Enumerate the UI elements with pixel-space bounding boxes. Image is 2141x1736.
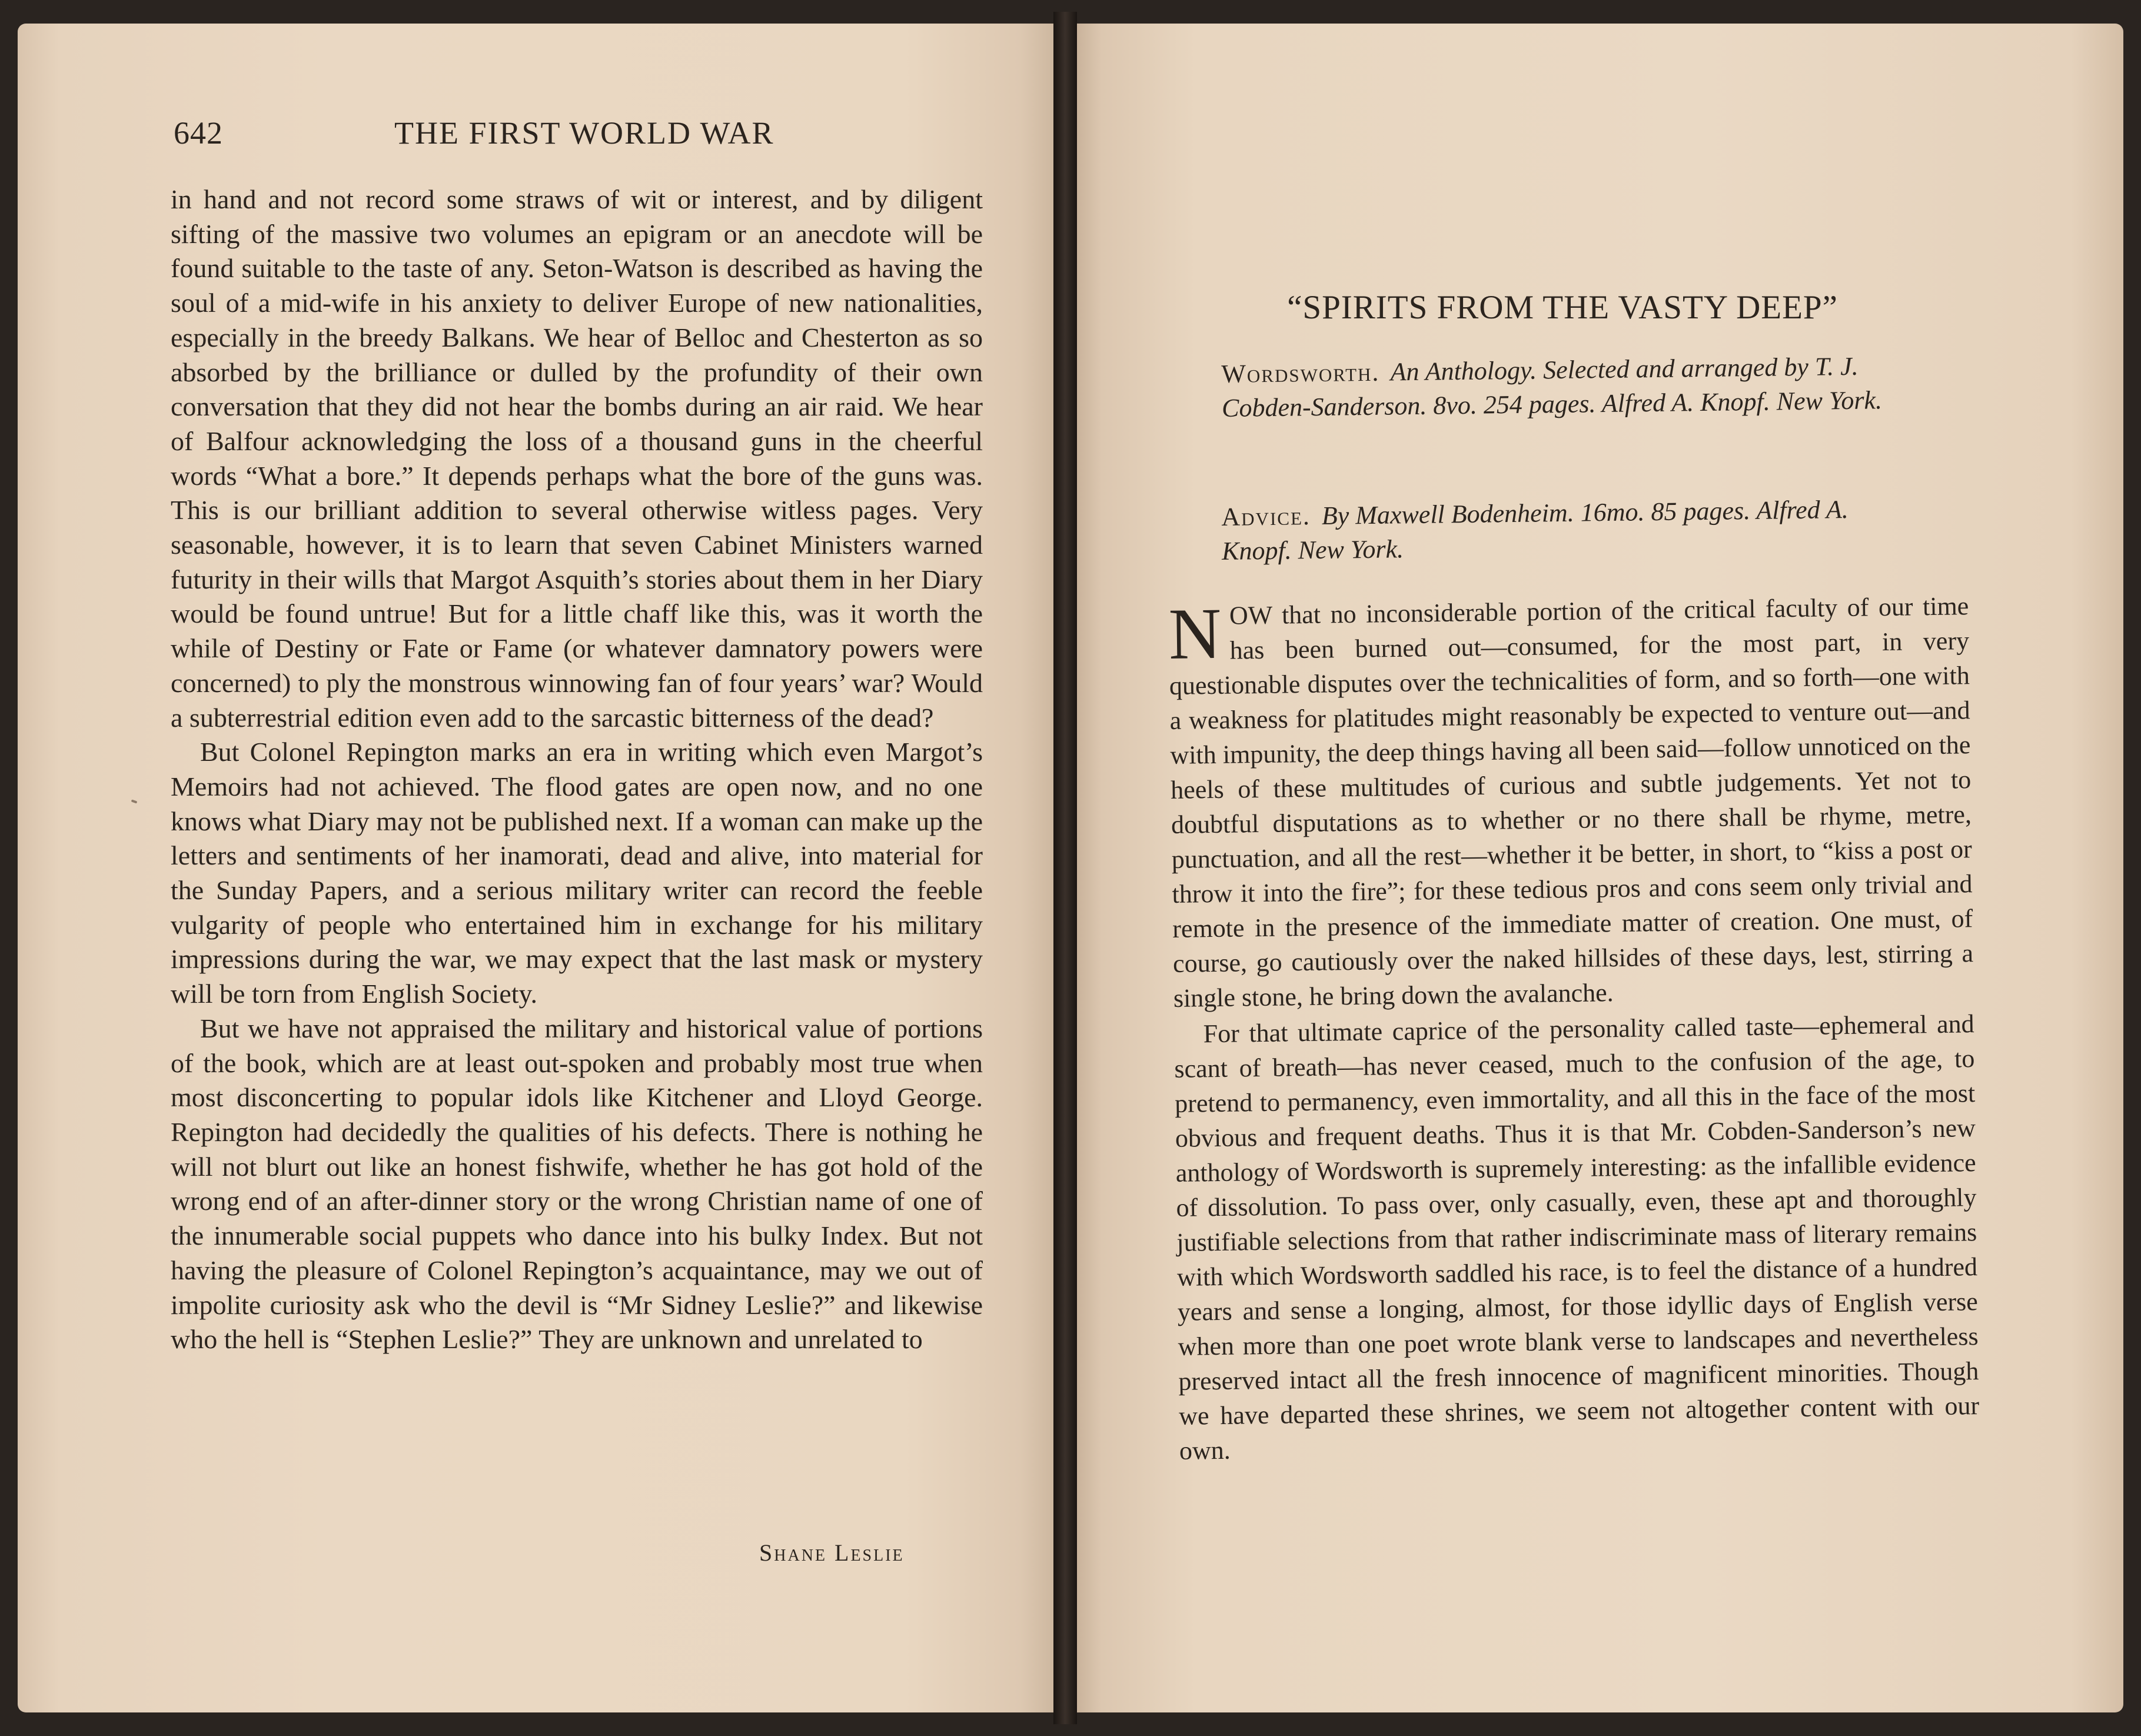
paragraph-text: that no inconsiderable portion of the critical faculty of our time has been burned out—consumed, for the most part, in very questionable disputes over the technicalities of form, and so forth—one with a weakness for platitudes might reasonably be expected to venture out—and with impunity, the deep things having all been said—follow unnoticed on the heels of these multitudes of curious and subtle judgements. Yet not to doubtful disputations as to whether or no there shall be rhyme, metre, punctuation, and all the rest—whether it be better, in short, to “kiss a post or throw it into the fire”; for these tedious pros and cons seem only trivial and remote in the presence of the immediate matter of creation. One must, of course, go cautiously over the naked hillsides of these days, lest, stirring a single stone, he bring down the avalanche.	[1169, 591, 1974, 1013]
paragraph	[1168, 588, 1974, 1016]
paragraph: in hand and not record some straws of wit or interest, and by diligent sifting of the massive two volumes an epigram or an anecdote will be found suitable to the taste of any. Seton-Watson is described as having the soul of a mid-wife in his anxiety to deliver Europe of new nationalities, especially in the breedy Balkans. We hear of Belloc and Chesterton as so absorbed by the brilliance or dulled by the profundity of their own conversation that they did not hear the bombs during an air raid. We hear of Balfour acknowledging the loss of a thousand guns in the cheerful words “What a bore.” It depends perhaps what the bore of the guns was. This is our brilliant addition to several otherwise witless pages. Very seasonable, however, it is to learn that seven Cabinet Ministers warned futurity in their wills that Margot Asquith’s stories about them in her Diary would be found untrue! But for a little chaff like this, was it worth the while of Destiny or Fate or Fame (or whatever damnatory powers were concerned) to ply the monstrous winnowing fan of four years’ war? Would a subterrestrial edition even add to the sarcastic bitterness of the dead?	[171, 184, 983, 733]
lead-word: OW	[1229, 600, 1272, 630]
right-page-body	[1168, 588, 1980, 1468]
page-number: 642	[174, 115, 223, 151]
book-gutter	[1053, 12, 1077, 1724]
book-citation	[1221, 349, 1910, 425]
citation-title: Advice.	[1221, 501, 1311, 531]
paragraph: For that ultimate caprice of the personality called taste—ephemeral and scant of breath—has never ceased, much to the confusion of the age, to pretend to permanency, even immortality, and all this in the face of the most obvious and frequent deaths. Thus it is that Mr. Cobden-Sanderson’s new anthology of Wordsworth is supremely interesting: as the infallible evidence of dissolution. To pass over, only casually, even, these apt and thoroughly justifiable selections from that rather indiscriminate mass of literary remains with which Wordsworth saddled his race, is to feel the distance of a hundred years and sense a longing, almost, for those idyllic days of English verse when more than one poet wrote blank verse to landscapes and nevertheless preserved intact all the fresh innocence of magnificent minorities. Though we have departed these shrines, we seem not altogether content with our own.	[1174, 1009, 1980, 1465]
article-title: “SPIRITS FROM THE VASTY DEEP”	[1287, 289, 1838, 326]
drop-cap: N	[1168, 593, 1222, 674]
left-page-body	[171, 182, 983, 1357]
paragraph: But we have not appraised the military and historical value of portions of the book, which are at least out-spoken and probably most true when most disconcerting to popular idols like Kitchener and Lloyd George. Repington had decidedly the qualities of his defects. There is nothing he will not blurt out like an honest fishwife, whether he has got hold of the wrong end of an after-dinner story or the wrong Christian name of one of the innumerable social puppets who dance into his bulky Index. But not having the pleasure of Colonel Repington’s acquaintance, may we out of impolite curiosity ask who the devil is “Mr Sidney Leslie?” and likewise who the hell is “Stephen Leslie?” They are unknown and unrelated to	[171, 1013, 983, 1355]
citation-details: By Maxwell Bodenheim. 16mo. 85 pages. Alfred A. Knopf. New York.	[1221, 494, 1849, 566]
citation-details: An Anthology. Selected and arranged by T. J. Cobden-Sanderson. 8vo. 254 pages. Alfred A. Knopf. New York.	[1221, 351, 1883, 423]
running-title: THE FIRST WORLD WAR	[394, 115, 774, 151]
paper-speck	[131, 799, 138, 803]
author-signature: Shane Leslie	[759, 1539, 905, 1566]
book-citation	[1221, 492, 1910, 568]
paragraph: But Colonel Repington marks an era in writing which even Margot’s Memoirs had not achieved. The flood gates are open now, and no one knows what Diary may not be published next. If a woman can make up the letters and sentiments of her inamorati, dead and alive, into material for the Sunday Papers, and a serious military writer can record the feeble vulgarity of people who entertained him in exchange for his military impressions during the war, we may expect that the last mask or mystery will be torn from English Society.	[171, 737, 983, 1009]
citation-title: Wordsworth.	[1221, 357, 1380, 388]
